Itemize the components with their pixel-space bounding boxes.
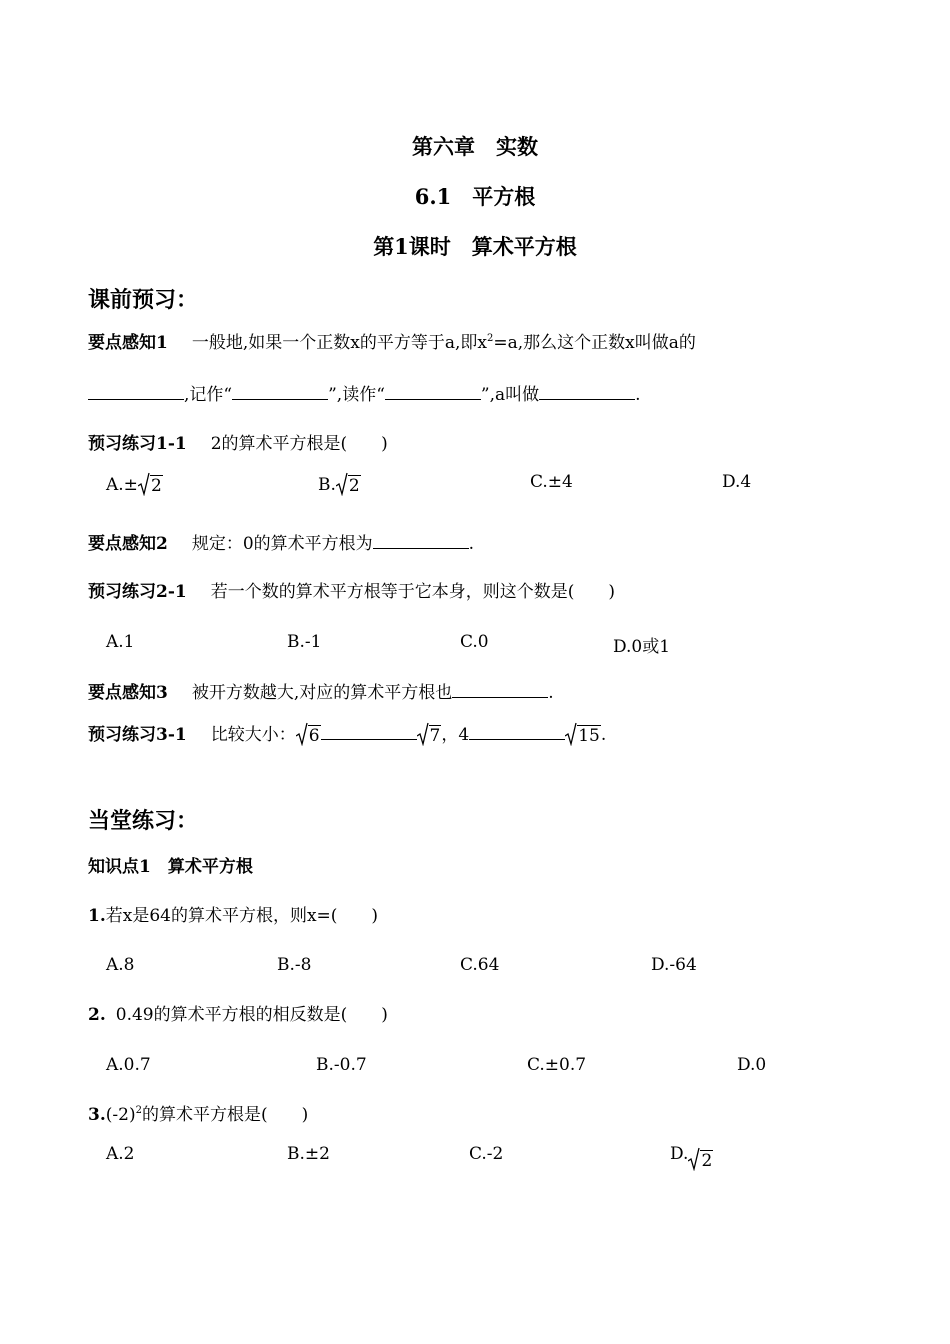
option-b[interactable]: B.±2: [287, 1144, 330, 1164]
question-number: 2.: [88, 1005, 106, 1025]
key-point-2-text: 规定：0的算术平方根为: [191, 534, 373, 554]
key-point-3: 要点感知3 被开方数越大,对应的算术平方根也 .: [88, 683, 554, 703]
question-2: [88, 1004, 388, 1026]
option-d[interactable]: D.4: [722, 472, 752, 492]
answer-blank[interactable]: [452, 681, 548, 698]
option-a[interactable]: A.± 2: [106, 472, 163, 496]
answer-blank[interactable]: [539, 383, 635, 400]
option-a[interactable]: A.8: [106, 955, 135, 975]
sqrt-symbol: 2: [688, 1147, 713, 1171]
question-1-text: 若x是64的算术平方根，则x=( ): [105, 906, 379, 926]
lesson-title: 第1课时 算术平方根: [373, 234, 577, 259]
sqrt-symbol: 2: [336, 472, 361, 496]
exercise-1-1-label: 预习练习1-1: [88, 434, 187, 454]
answer-blank[interactable]: [232, 383, 328, 400]
key-point-1-line1: [88, 332, 696, 354]
answer-blank[interactable]: [321, 723, 417, 740]
key-point-1-label: 要点感知1: [88, 333, 168, 353]
exercise-3-1: 预习练习3-1 比较大小： 6 7 ，4 15 .: [88, 722, 606, 746]
option-b[interactable]: B.-8: [277, 955, 312, 975]
practice-heading: 当堂练习：: [88, 808, 199, 834]
answer-blank[interactable]: [373, 532, 469, 549]
key-point-1-text-f: .: [635, 385, 641, 405]
exercise-2-1: [88, 581, 615, 603]
option-b[interactable]: B. 2: [318, 472, 361, 496]
option-d[interactable]: D. 2: [670, 1144, 713, 1171]
sqrt-symbol: 6: [296, 722, 321, 746]
question-2-text: 0.49的算术平方根的相反数是( ): [115, 1005, 388, 1025]
exercise-1-1: [88, 433, 388, 455]
key-point-1-text-a: 一般地,如果一个正数x的平方等于a,即x: [191, 333, 487, 353]
option-d[interactable]: D.-64: [651, 955, 697, 975]
key-point-3-label: 要点感知3: [88, 683, 168, 703]
question-number: 3.: [88, 1105, 106, 1125]
exercise-2-1-text: 若一个数的算术平方根等于它本身，则这个数是( ): [210, 582, 615, 602]
answer-blank[interactable]: [385, 383, 481, 400]
option-c[interactable]: C.±4: [530, 472, 573, 492]
exercise-1-1-text: 2的算术平方根是( ): [210, 434, 388, 454]
key-point-2: 要点感知2 规定：0的算术平方根为 .: [88, 534, 475, 554]
option-a[interactable]: A.2: [106, 1144, 135, 1164]
option-a[interactable]: A.1: [106, 632, 135, 652]
section-title: 6.1 平方根: [414, 184, 536, 209]
sqrt-symbol: 2: [138, 472, 163, 496]
answer-blank[interactable]: [469, 723, 565, 740]
question-number: 1.: [88, 906, 106, 926]
preview-heading: 课前预习：: [88, 287, 199, 313]
exercise-3-1-text: 比较大小：: [210, 725, 296, 745]
key-point-1-sup: 2: [486, 333, 494, 344]
key-point-2-label: 要点感知2: [88, 534, 168, 554]
chapter-title: 第六章 实数: [412, 134, 538, 159]
question-3-text-a: (-2): [105, 1105, 136, 1125]
key-point-1-text-c: ,记作“: [184, 385, 233, 405]
option-b[interactable]: B.-0.7: [316, 1055, 367, 1075]
option-c[interactable]: C.64: [460, 955, 500, 975]
question-3: [88, 1104, 308, 1126]
key-point-3-text: 被开方数越大,对应的算术平方根也: [191, 683, 453, 703]
key-point-1-line2: [88, 383, 641, 406]
knowledge-point-1: 知识点1 算术平方根: [88, 857, 253, 877]
sqrt-symbol: 15: [565, 722, 601, 746]
option-d[interactable]: D.0或1: [613, 637, 671, 657]
sqrt-symbol: 7: [417, 722, 442, 746]
option-d[interactable]: D.0: [737, 1055, 767, 1075]
option-c[interactable]: C.0: [460, 632, 489, 652]
option-c[interactable]: C.±0.7: [527, 1055, 587, 1075]
option-a[interactable]: A.0.7: [106, 1055, 151, 1075]
question-3-text-b: 的算术平方根是( ): [141, 1105, 309, 1125]
answer-blank[interactable]: [88, 383, 184, 400]
exercise-2-1-label: 预习练习2-1: [88, 582, 187, 602]
question-3-sup: 2: [135, 1105, 142, 1116]
exercise-3-1-label: 预习练习3-1: [88, 725, 187, 745]
option-c[interactable]: C.-2: [469, 1144, 504, 1164]
key-point-1-text-e: ”,a叫做: [480, 385, 540, 405]
key-point-1-text-d: ”,读作“: [328, 385, 385, 405]
key-point-1-text-b: =a,那么这个正数x叫做a的: [493, 333, 696, 353]
option-b[interactable]: B.-1: [287, 632, 322, 652]
question-1: [88, 905, 378, 927]
